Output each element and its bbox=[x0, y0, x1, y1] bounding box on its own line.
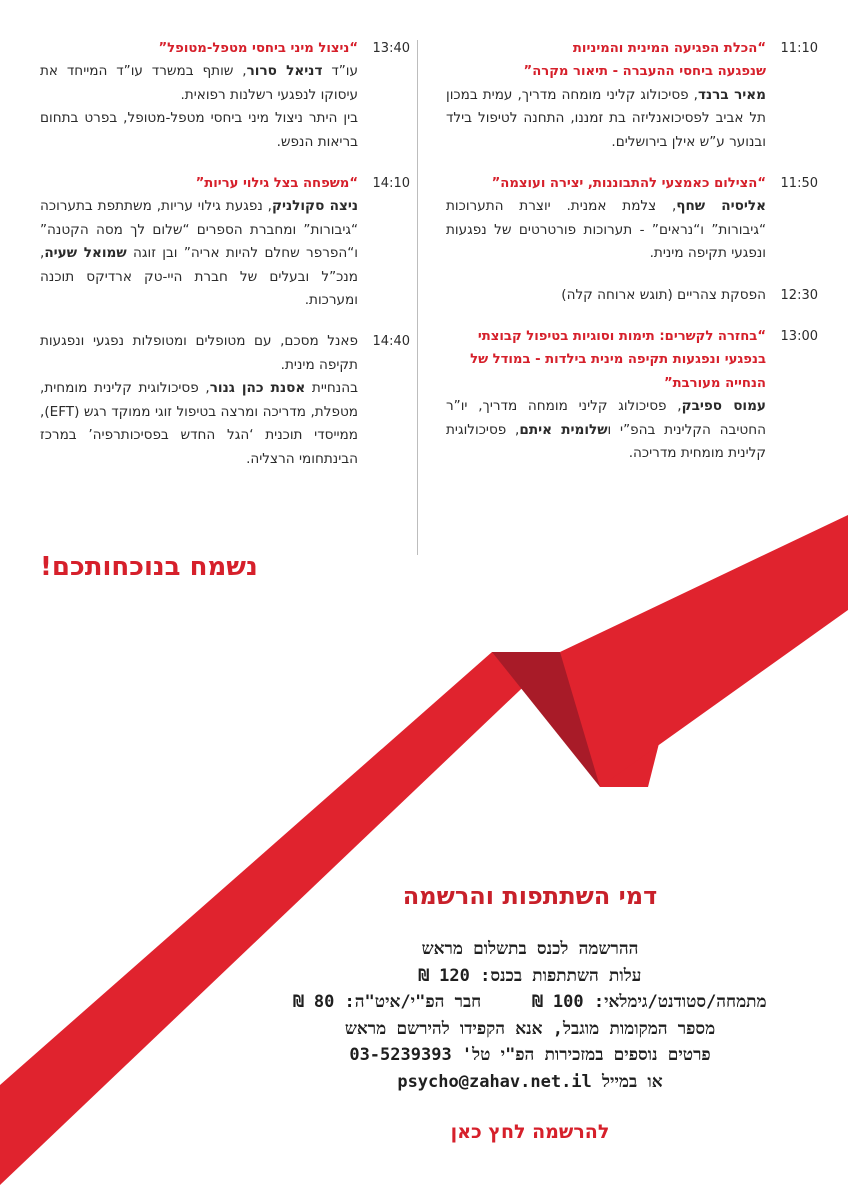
session-title-line: “הכלת הפגיעה המינית והמיניות bbox=[572, 41, 766, 56]
column-divider bbox=[417, 40, 418, 555]
fees-line: מתמחה/סטודנט/גימלאי: 100 ₪ חבר הפ"י/איט"ה: 80 ₪ bbox=[293, 992, 767, 1012]
speaker-name: עמוס ספיבק bbox=[681, 398, 766, 415]
schedule-right-column bbox=[446, 37, 818, 484]
session-title: “הצילום כאמצעי להתבוננות, יצירה ועוצמה” bbox=[491, 176, 766, 192]
session-extra: בין היתר ניצול מיני ביחסי מטפל-מטופל, בפרט בתחום בריאות הנפש. bbox=[40, 110, 358, 150]
session-time: 14:10 bbox=[372, 176, 410, 192]
fees-line: ההרשמה לכנס בתשלום מראש bbox=[421, 939, 639, 959]
session-1410 bbox=[40, 172, 410, 312]
fees-line: פרטים נוספים במזכירות הפ"י טל' 03-5239393 bbox=[349, 1045, 711, 1065]
session-description bbox=[446, 395, 766, 465]
speaker-prefix: עו”ד bbox=[322, 63, 358, 80]
fees-title: דמי השתתפות והרשמה bbox=[402, 882, 658, 910]
session-time: 13:00 bbox=[780, 329, 818, 345]
speaker-name: מאיר ברנד bbox=[698, 86, 766, 103]
speaker-bio: , פסיכולוגית קלינית מומחית מדריכה. bbox=[446, 421, 766, 462]
session-title: “משפחה בצל גילוי עריות” bbox=[195, 176, 358, 192]
speaker-name: שמואל שעיה bbox=[44, 245, 127, 262]
schedule-left-column bbox=[40, 37, 410, 489]
session-description bbox=[446, 195, 766, 265]
session-1340 bbox=[40, 37, 410, 154]
speaker-name: אסנת כהן גנור bbox=[209, 380, 306, 397]
session-time: 11:50 bbox=[780, 176, 818, 192]
speaker-bio: , שותף במשרד עו”ד המייחד את עיסוקו לנפגעי רשלנות רפואית. bbox=[40, 63, 358, 103]
register-link[interactable]: להרשמה לחץ כאן bbox=[450, 1121, 610, 1143]
session-description bbox=[446, 84, 766, 154]
session-title-line: בנפגעי ונפגעות תקיפה מינית בילדות - במודל של bbox=[470, 352, 766, 368]
session-1300 bbox=[446, 325, 818, 465]
ribbon-right-band bbox=[560, 515, 848, 787]
speaker-bio: , פסיכולוג קליני מומחה מדריך, עמית במכון תל אביב לפסיכואנליזה בת זמננו, התחנה לטיפול בילד ובנוער ע”ש אילן בירושלים. bbox=[446, 86, 766, 150]
session-1110 bbox=[446, 37, 818, 154]
session-description bbox=[40, 195, 358, 312]
speaker-name: אליסיה שחף bbox=[676, 198, 766, 215]
session-title-line: “בחזרה לקשרים: תימות וסוגיות בטיפול קבוצתי bbox=[477, 329, 766, 345]
session-1230 bbox=[446, 284, 818, 307]
contact-email[interactable]: או במייל psycho@zahav.net.il bbox=[397, 1071, 663, 1092]
session-1440 bbox=[40, 330, 410, 470]
speaker-name: שלומית איתם bbox=[519, 421, 608, 438]
session-time: 14:40 bbox=[372, 334, 410, 350]
panel-intro: פאנל מסכם, עם מטופלים ומטופלות נפגעי ונפגעות תקיפה מינית. bbox=[40, 333, 358, 373]
speaker-name: דניאל סרור bbox=[246, 63, 323, 80]
session-title bbox=[446, 37, 766, 84]
session-description bbox=[40, 377, 358, 471]
session-1150 bbox=[446, 172, 818, 266]
speaker-bio: , פסיכולוג קליני מומחה מדריך, יו”ר החטיבה הקלינית בהפ”י ו bbox=[446, 398, 766, 438]
speaker-name: ניצה סקולניק bbox=[272, 198, 358, 215]
tagline: נשמח בנוכחותכם! bbox=[40, 552, 258, 582]
lunch-break: הפסקת צהריים (תוגש ארוחה קלה) bbox=[561, 286, 766, 303]
session-title-line: שנפגעה ביחסי ההעברה - תיאור מקרה” bbox=[523, 64, 766, 80]
speaker-prefix: בהנחיית bbox=[305, 380, 358, 397]
session-time: 12:30 bbox=[780, 287, 818, 303]
speaker-bio: , נפגעת גילוי עריות, משתתפת בתערוכה “גיבורות” ומחברת הספרים “שלום לך מסה הקטנה” ו“הפרפר שחלם להיות אריה” ובן זוגה bbox=[40, 198, 358, 262]
session-title-line: הנחייה מעורבת” bbox=[663, 375, 766, 391]
session-time: 11:10 bbox=[780, 41, 818, 56]
speaker-bio: , מנכ”ל ובעלים של חברת היי-טק ארדיקס תוכנה ומערכות. bbox=[40, 245, 358, 309]
fees-section bbox=[250, 882, 810, 1143]
session-title: “ניצול מיני ביחסי מטפל-מטופל” bbox=[158, 41, 358, 56]
session-title bbox=[446, 325, 766, 395]
fees-line: עלות השתתפות בכנס: 120 ₪ bbox=[418, 965, 642, 986]
speaker-bio: , פסיכולוגית קלינית מומחית, מטפלת, מדריכה ומרצה בטיפול זוגי ממוקד רגש (EFT), ממייסדי תוכנית ‘הגל החדש בפסיכותרפיה’ במרכז הבינתחומי הרצליה. bbox=[40, 380, 358, 467]
speaker-bio: , צלמת אמנית. יוצרת התערוכות “גיבורות” ו“נראים” - תערוכות פורטרטים של נפגעות ונפגעי תקיפה מינית. bbox=[446, 198, 766, 262]
fees-line: מספר המקומות מוגבל, אנא הקפידו להירשם מראש bbox=[344, 1018, 716, 1039]
session-time: 13:40 bbox=[372, 41, 410, 56]
session-description bbox=[40, 60, 358, 107]
